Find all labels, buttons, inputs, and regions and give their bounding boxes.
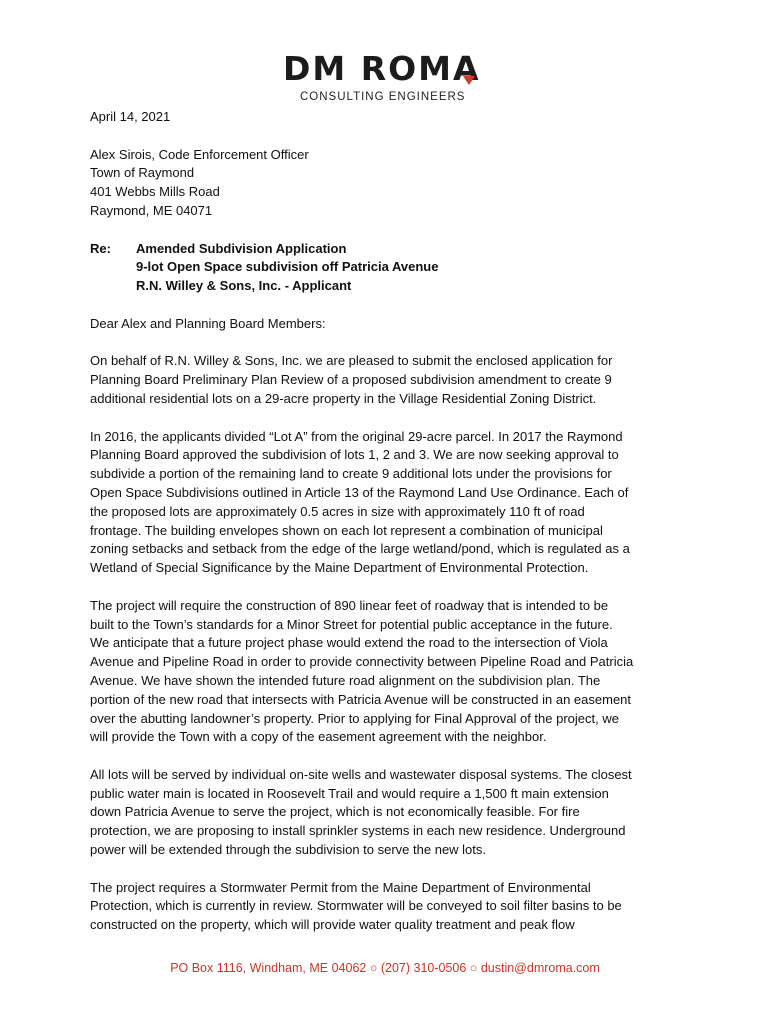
paragraph-line: protection, we are proposing to install sprinkler systems in each new residence. Underground — [90, 823, 626, 839]
paragraph-line: frontage. The building envelopes shown on each lot represent a combination of municipal — [90, 522, 603, 538]
address-line: Alex Sirois, Code Enforcement Officer — [90, 146, 309, 162]
address-line: Town of Raymond — [90, 165, 195, 181]
address-line: Raymond, ME 04071 — [90, 202, 213, 218]
salutation: Dear Alex and Planning Board Members: — [90, 315, 326, 331]
paragraph-line: Protection, which is currently in review. Stormwater will be conveyed to soil filter basins to be — [90, 898, 622, 914]
recipient-address — [90, 146, 690, 221]
letter-body — [90, 108, 690, 935]
logo-wordmark: DM ROMA — [283, 49, 481, 88]
paragraph-line: Avenue and Pipeline Road in order to provide connectivity between Pipeline Road and Patricia — [90, 654, 634, 670]
paragraph-line: subdivide a portion of the remaining land to create 9 additional lots under the provisions for — [90, 466, 612, 482]
company-logo — [283, 50, 487, 106]
logo-tagline: CONSULTING ENGINEERS — [300, 91, 466, 103]
paragraph-line: public water main is located in Roosevelt Trail and would require a 1,500 ft main extension — [90, 785, 609, 801]
subject-line: R.N. Willey & Sons, Inc. - Applicant — [136, 278, 352, 294]
letter-date: April 14, 2021 — [90, 109, 171, 124]
paragraph — [90, 597, 690, 747]
paragraph-line: constructed on the property, which will provide water quality treatment and peak flow — [90, 917, 575, 933]
paragraph-line: portion of the new road that intersects with Patricia Avenue will be constructed in an easement — [90, 691, 632, 707]
paragraph — [90, 352, 690, 408]
subject-line: 9-lot Open Space subdivision off Patricia Avenue — [136, 259, 439, 275]
paragraph-line: All lots will be served by individual on-site wells and wastewater disposal systems. The closest — [90, 766, 632, 782]
paragraph-line: additional residential lots on a 29-acre property in the Village Residential Zoning District. — [90, 390, 597, 406]
paragraph-line: We anticipate that a future project phase would extend the road to the intersection of Viola — [90, 635, 608, 651]
paragraph-line: Planning Board Preliminary Plan Review of a proposed subdivision amendment to create 9 — [90, 372, 612, 388]
letterhead-footer: PO Box 1116, Windham, ME 04062 ○ (207) 310-0506 ○ dustin@dmroma.com — [170, 961, 600, 975]
subject-block — [90, 240, 690, 296]
paragraph — [90, 428, 690, 578]
address-line: 401 Webbs Mills Road — [90, 184, 220, 200]
logo-triangle-icon — [463, 76, 475, 85]
subject-label: Re: — [90, 240, 111, 256]
paragraph-line: In 2016, the applicants divided “Lot A” from the original 29-acre parcel. In 2017 the Raymond — [90, 428, 623, 444]
paragraph-line: the proposed lots are approximately 0.5 acres in size with approximately 110 ft of road — [90, 503, 585, 519]
subject-lines — [136, 240, 438, 296]
paragraph-line: The project requires a Stormwater Permit from the Maine Department of Environmental — [90, 879, 591, 895]
paragraph-line: power will be extended through the subdivision to serve the new lots. — [90, 842, 487, 858]
paragraph-line: built to the Town’s standards for a Minor Street for potential public acceptance in the future. — [90, 616, 613, 632]
paragraph-line: Avenue. We have shown the intended future road alignment on the subdivision plan. The — [90, 672, 601, 688]
paragraph-line: Planning Board approved the subdivision of lots 1, 2 and 3. We are now seeking approval to — [90, 447, 619, 463]
paragraph-line: zoning setbacks and setback from the edge of the large wetland/pond, which is regulated as a — [90, 541, 630, 557]
paragraph-line: The project will require the construction of 890 linear feet of roadway that is intended to be — [90, 597, 609, 613]
paragraph — [90, 766, 690, 860]
paragraph-line: will provide the Town with a copy of the easement agreement with the neighbor. — [90, 729, 547, 745]
paragraph-line: over the abutting landowner’s property. Prior to applying for Final Approval of the project, we — [90, 710, 619, 726]
paragraph-line: On behalf of R.N. Willey & Sons, Inc. we are pleased to submit the enclosed application for — [90, 353, 613, 369]
subject-line: Amended Subdivision Application — [136, 240, 347, 256]
paragraph-line: Open Space Subdivisions outlined in Article 13 of the Raymond Land Use Ordinance. Each of — [90, 484, 629, 500]
paragraph-line: down Patricia Avenue to serve the project, which is not economically feasible. For fire — [90, 804, 580, 820]
paragraph-line: Wetland of Special Significance by the Maine Department of Environmental Protection. — [90, 560, 589, 576]
paragraph — [90, 879, 690, 935]
